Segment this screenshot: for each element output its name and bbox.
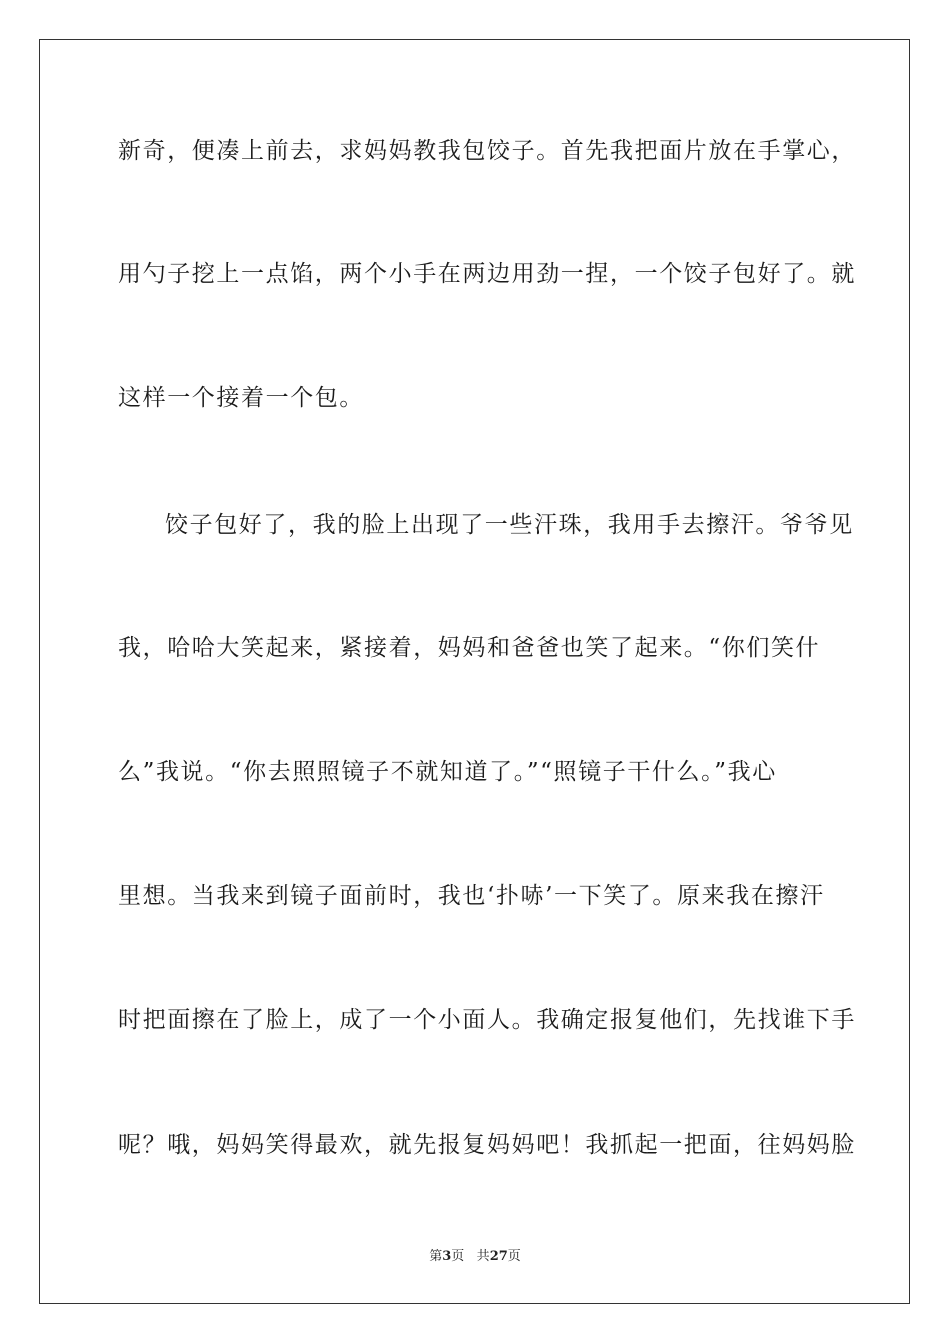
total-suffix: 页 bbox=[507, 1249, 521, 1264]
text-line-3: 这样一个接着一个包。 bbox=[118, 385, 364, 411]
text-line-9: 呢？哦，妈妈笑得最欢，就先报复妈妈吧！我抓起一把面，往妈妈脸 bbox=[118, 1132, 856, 1158]
total-page-number: 27 bbox=[489, 1249, 508, 1264]
text-line-5: 我，哈哈大笑起来，紧接着，妈妈和爸爸也笑了起来。“你们笑什 bbox=[118, 635, 821, 661]
text-line-6: 么”我说。“你去照照镜子不就知道了。”“照镜子干什么。”我心 bbox=[118, 759, 777, 785]
text-line-1: 新奇，便凑上前去，求妈妈教我包饺子。首先我把面片放在手掌心， bbox=[118, 138, 856, 164]
page-border bbox=[39, 39, 910, 1304]
total-prefix: 共 bbox=[476, 1249, 490, 1264]
page-prefix: 第 bbox=[429, 1249, 443, 1264]
text-line-4: 饺子包好了，我的脸上出现了一些汗珠，我用手去擦汗。爷爷见 bbox=[165, 512, 854, 538]
text-line-8: 时把面擦在了脸上，成了一个小面人。我确定报复他们，先找谁下手 bbox=[118, 1007, 856, 1033]
page-footer bbox=[0, 1245, 950, 1264]
current-page-number: 3 bbox=[442, 1249, 452, 1264]
text-line-7: 里想。当我来到镜子面前时，我也‘扑哧’一下笑了。原来我在擦汗 bbox=[118, 883, 825, 909]
text-line-2: 用勺子挖上一点馅，两个小手在两边用劲一捏，一个饺子包好了。就 bbox=[118, 261, 856, 287]
page-suffix: 页 bbox=[451, 1249, 465, 1264]
